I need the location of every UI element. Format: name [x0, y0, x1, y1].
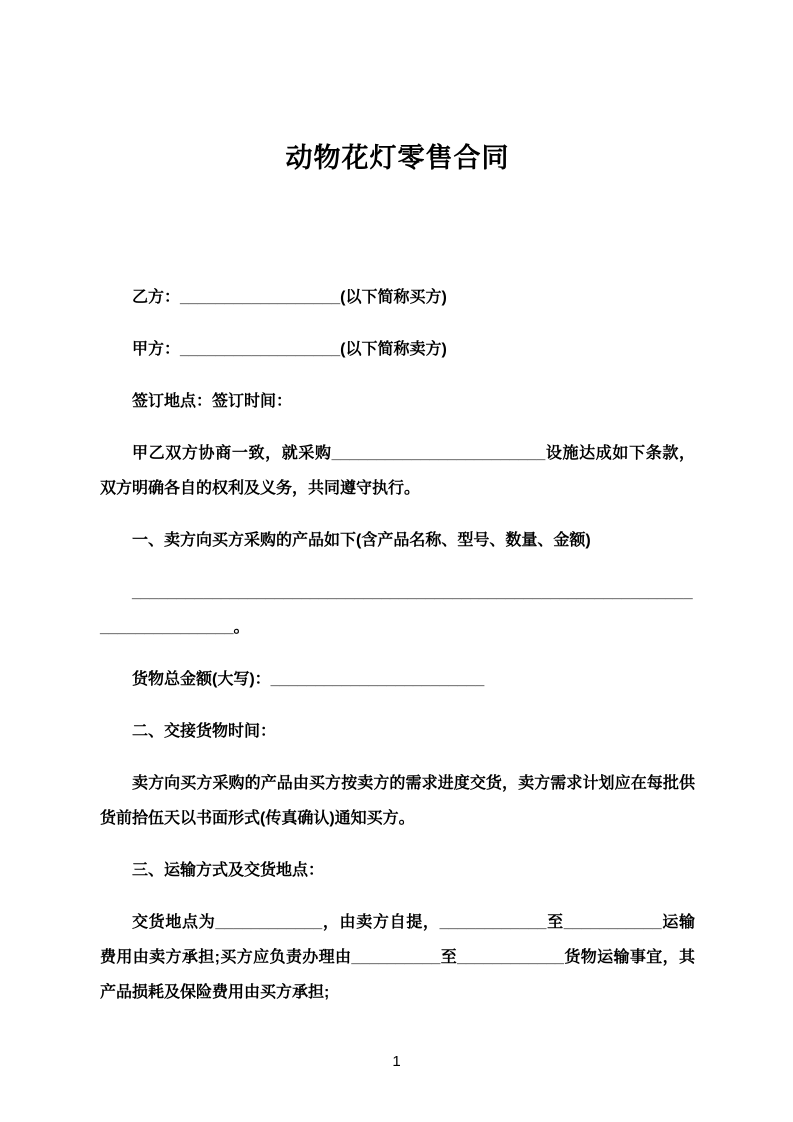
- signing-info-line: 签订地点：签订时间：: [132, 393, 293, 410]
- document-body: [100, 280, 695, 1010]
- intro-paragraph: 甲乙双方协商一致，就采购________________________设施达成如下条款，双方明确各自的权利及义务，共同遵守执行。: [100, 445, 695, 497]
- product-blank-line: ______________________________________________________________________________。: [100, 584, 693, 636]
- document-title: 动物花灯零售合同: [285, 143, 510, 173]
- clause-1-heading: 一、卖方向买方采购的产品如下(含产品名称、型号、数量、金额): [132, 532, 591, 549]
- clause-2-body: 卖方向买方采购的产品由买方按卖方的需求进度交货，卖方需求计划应在每批供货前拾伍天以书面形式(传真确认)通知买方。: [100, 775, 695, 827]
- party-a-line: 甲方：__________________(以下简称卖方): [132, 341, 447, 358]
- total-amount-line: 货物总金额(大写)：________________________: [132, 671, 485, 688]
- clause-3-heading: 三、运输方式及交货地点：: [132, 862, 325, 879]
- page-number: 1: [392, 1053, 401, 1070]
- party-b-line: 乙方：__________________(以下简称买方): [132, 289, 447, 306]
- clause-3-body: 交货地点为____________，由卖方自提，____________至___________运输费用由卖方承担;买方应负责办理由__________至____________货物运输事宜，其产品损耗及保险费用由买方承担;: [100, 914, 695, 1001]
- clause-2-heading: 二、交接货物时间：: [132, 723, 277, 740]
